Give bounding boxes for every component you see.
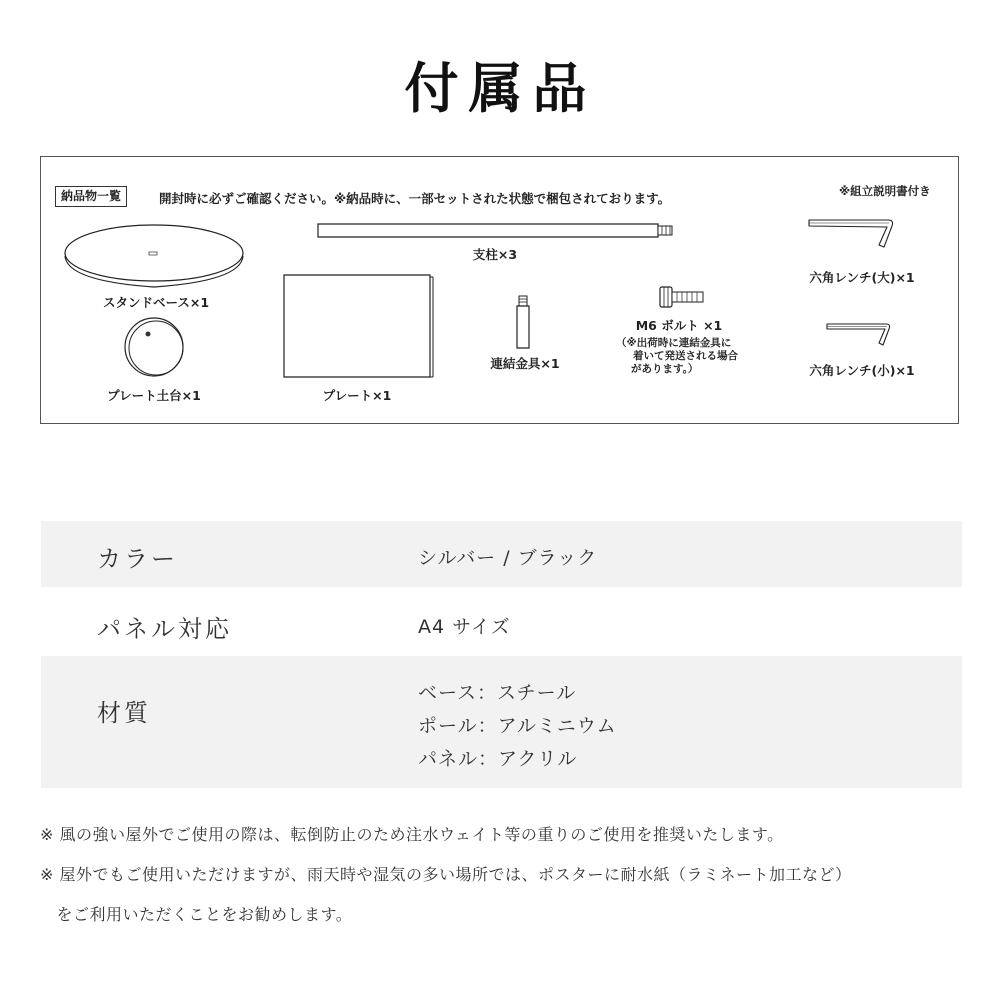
spec-key-color: カラー	[97, 545, 178, 573]
included-items-box	[40, 156, 959, 424]
plate-stand-label: プレート土台×1	[107, 388, 201, 403]
pillar-illustration	[317, 221, 674, 241]
stand-base-illustration	[63, 223, 245, 291]
manual-note: ※組立説明書付き	[839, 184, 931, 198]
spec-table	[41, 521, 962, 788]
spec-value-color: シルバー / ブラック	[418, 547, 598, 569]
page-title: 付属品	[404, 57, 597, 120]
note-outdoor: ※ 屋外でもご使用いただけますが、雨天時や湿気の多い場所では、ポスターに耐水紙（ラミネート加工など）	[40, 865, 852, 884]
spec-value-material-pole: ポール：アルミニウム	[418, 715, 617, 737]
spec-row-material	[41, 656, 962, 788]
plate-stand-illustration	[123, 317, 187, 379]
note-wind: ※ 風の強い屋外でご使用の際は、転倒防止のため注水ウェイト等の重りのご使用を推奨いたします。	[40, 825, 784, 844]
spec-key-material: 材質	[97, 699, 151, 727]
notes	[40, 822, 852, 925]
bolt-label: M6 ボルト ×1	[635, 318, 723, 333]
spec-value-material-panel: パネル：アクリル	[418, 748, 578, 770]
note-outdoor-continued: をご利用いただくことをお勧めします。	[40, 905, 353, 924]
unpacking-notice: 開封時に必ずご確認ください。※納品時に、一部セットされた状態で梱包されております。	[159, 191, 671, 206]
hex-wrench-small-label: 六角レンチ(小)×1	[809, 363, 915, 378]
pillar-label: 支柱×3	[472, 247, 518, 262]
spec-key-panel: パネル対応	[97, 615, 232, 643]
hex-wrench-large-label: 六角レンチ(大)×1	[809, 270, 915, 285]
included-items-tag: 納品物一覧	[55, 186, 127, 207]
plate-label: プレート×1	[322, 388, 392, 403]
stand-base-label: スタンドベース×1	[102, 295, 210, 310]
spec-row-color	[41, 521, 962, 587]
spec-row-panel	[41, 587, 962, 656]
spec-value-panel: A4 サイズ	[418, 616, 511, 638]
hex-wrench-large-illustration	[808, 217, 920, 249]
bolt-note-line-3: があります。）	[631, 363, 699, 375]
bolt-note-line-1: （※出荷時に連結金具に	[616, 337, 732, 349]
spec-value-material-base: ベース：スチール	[418, 682, 577, 704]
bolt-illustration	[659, 285, 705, 309]
connector-illustration	[515, 295, 531, 351]
connector-label: 連結金具×1	[490, 356, 560, 371]
bolt-note-line-2: 着いて発送される場合	[633, 350, 738, 362]
plate-illustration	[283, 274, 435, 380]
hex-wrench-small-illustration	[826, 321, 896, 347]
